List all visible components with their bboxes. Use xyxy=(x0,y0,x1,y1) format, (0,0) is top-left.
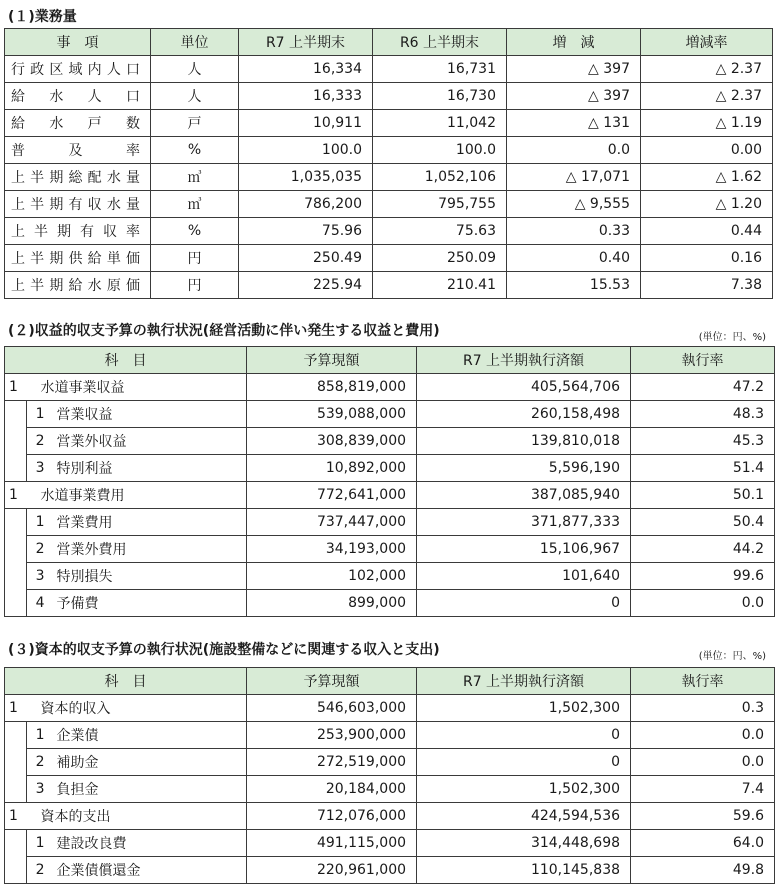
rate-value: 99.6 xyxy=(631,563,775,590)
r7-value: 16,333 xyxy=(239,83,373,110)
rate-value: 0.3 xyxy=(631,695,775,722)
group-row xyxy=(5,482,775,509)
r7-value: 225.94 xyxy=(239,272,373,299)
budget-value: 546,603,000 xyxy=(247,695,417,722)
budget-value: 712,076,000 xyxy=(247,803,417,830)
table-row xyxy=(5,191,773,218)
item-index: 1 xyxy=(27,830,47,857)
diff-value: △ 17,071 xyxy=(507,164,641,191)
rate-value: 47.2 xyxy=(631,374,775,401)
executed-value: 139,810,018 xyxy=(417,428,631,455)
row-label: 給水戸数 xyxy=(5,110,151,137)
revenue-expense-table xyxy=(4,346,775,617)
item-name: 営業外収益 xyxy=(47,428,247,455)
executed-value: 424,594,536 xyxy=(417,803,631,830)
item-row xyxy=(5,722,775,749)
table-row xyxy=(5,56,773,83)
item-row xyxy=(5,401,775,428)
budget-value: 308,839,000 xyxy=(247,428,417,455)
diff-value: △ 397 xyxy=(507,56,641,83)
r6-value: 75.63 xyxy=(373,218,507,245)
budget-value: 899,000 xyxy=(247,590,417,617)
rate-value: 48.3 xyxy=(631,401,775,428)
column-header: 増減率 xyxy=(641,29,773,56)
diff-value: △ 131 xyxy=(507,110,641,137)
table-row xyxy=(5,164,773,191)
item-row xyxy=(5,563,775,590)
workload-table xyxy=(4,28,773,299)
budget-value: 102,000 xyxy=(247,563,417,590)
item-index: 4 xyxy=(27,590,47,617)
indent-cell xyxy=(5,536,27,563)
budget-value: 539,088,000 xyxy=(247,401,417,428)
executed-value: 0 xyxy=(417,590,631,617)
r6-value: 795,755 xyxy=(373,191,507,218)
column-header: 予算現額 xyxy=(247,668,417,695)
executed-value: 15,106,967 xyxy=(417,536,631,563)
executed-value: 371,877,333 xyxy=(417,509,631,536)
r7-value: 16,334 xyxy=(239,56,373,83)
table-row xyxy=(5,245,773,272)
r7-value: 10,911 xyxy=(239,110,373,137)
group-name: 資本的支出 xyxy=(27,803,247,830)
rate-value: 51.4 xyxy=(631,455,775,482)
capital-budget-table xyxy=(4,667,775,884)
indent-cell xyxy=(5,776,27,803)
r6-value: 11,042 xyxy=(373,110,507,137)
row-label: 行政区域内人口 xyxy=(5,56,151,83)
executed-value: 101,640 xyxy=(417,563,631,590)
r7-value: 250.49 xyxy=(239,245,373,272)
unit-cell: 円 xyxy=(151,245,239,272)
indent-cell xyxy=(5,455,27,482)
table-row xyxy=(5,218,773,245)
rate-value: △ 1.19 xyxy=(641,110,773,137)
budget-value: 772,641,000 xyxy=(247,482,417,509)
section3-unit-note: (単位：円、%) xyxy=(698,651,766,662)
budget-value: 858,819,000 xyxy=(247,374,417,401)
header-row xyxy=(5,668,775,695)
column-header: R6 上半期末 xyxy=(373,29,507,56)
executed-value: 5,596,190 xyxy=(417,455,631,482)
item-index: 2 xyxy=(27,857,47,884)
section2-title: (２)収益的収支予算の執行状況(経営活動に伴い発生する収益と費用) xyxy=(8,323,440,339)
indent-cell xyxy=(5,749,27,776)
column-header: R7 上半期末 xyxy=(239,29,373,56)
item-index: 1 xyxy=(27,401,47,428)
rate-value: 45.3 xyxy=(631,428,775,455)
column-header: 事 項 xyxy=(5,29,151,56)
column-header: R7 上半期執行済額 xyxy=(417,347,631,374)
item-row xyxy=(5,776,775,803)
indent-cell xyxy=(5,563,27,590)
table-row xyxy=(5,110,773,137)
rate-value: 59.6 xyxy=(631,803,775,830)
column-header: 科 目 xyxy=(5,668,247,695)
item-index: 3 xyxy=(27,563,47,590)
column-header: 増 減 xyxy=(507,29,641,56)
section2-unit-note: (単位：円、%) xyxy=(698,332,766,343)
item-name: 特別利益 xyxy=(47,455,247,482)
rate-value: 0.0 xyxy=(631,749,775,776)
indent-cell xyxy=(5,830,27,857)
row-label: 上半期総配水量 xyxy=(5,164,151,191)
group-name: 水道事業収益 xyxy=(27,374,247,401)
group-name: 水道事業費用 xyxy=(27,482,247,509)
budget-value: 272,519,000 xyxy=(247,749,417,776)
executed-value: 1,502,300 xyxy=(417,695,631,722)
table-row xyxy=(5,272,773,299)
diff-value: 15.53 xyxy=(507,272,641,299)
column-header: 執行率 xyxy=(631,668,775,695)
r6-value: 250.09 xyxy=(373,245,507,272)
budget-value: 10,892,000 xyxy=(247,455,417,482)
unit-cell: ㎥ xyxy=(151,191,239,218)
executed-value: 260,158,498 xyxy=(417,401,631,428)
item-index: 1 xyxy=(27,722,47,749)
rate-value: △ 1.20 xyxy=(641,191,773,218)
item-row xyxy=(5,536,775,563)
rate-value: 44.2 xyxy=(631,536,775,563)
item-name: 建設改良費 xyxy=(47,830,247,857)
budget-value: 737,447,000 xyxy=(247,509,417,536)
group-row xyxy=(5,695,775,722)
indent-cell xyxy=(5,722,27,749)
item-name: 負担金 xyxy=(47,776,247,803)
group-index: 1 xyxy=(5,482,27,509)
rate-value: 0.00 xyxy=(641,137,773,164)
budget-value: 220,961,000 xyxy=(247,857,417,884)
rate-value: 7.4 xyxy=(631,776,775,803)
diff-value: 0.33 xyxy=(507,218,641,245)
r7-value: 1,035,035 xyxy=(239,164,373,191)
r6-value: 1,052,106 xyxy=(373,164,507,191)
group-index: 1 xyxy=(5,695,27,722)
rate-value: 49.8 xyxy=(631,857,775,884)
budget-value: 20,184,000 xyxy=(247,776,417,803)
item-index: 1 xyxy=(27,509,47,536)
budget-value: 34,193,000 xyxy=(247,536,417,563)
r6-value: 16,730 xyxy=(373,83,507,110)
rate-value: 0.0 xyxy=(631,722,775,749)
rate-value: 50.4 xyxy=(631,509,775,536)
item-row xyxy=(5,455,775,482)
item-name: 営業収益 xyxy=(47,401,247,428)
unit-cell: ㎥ xyxy=(151,164,239,191)
row-label: 普及率 xyxy=(5,137,151,164)
item-row xyxy=(5,509,775,536)
indent-cell xyxy=(5,857,27,884)
executed-value: 1,502,300 xyxy=(417,776,631,803)
r6-value: 100.0 xyxy=(373,137,507,164)
table-row xyxy=(5,137,773,164)
executed-value: 405,564,706 xyxy=(417,374,631,401)
rate-value: 0.0 xyxy=(631,590,775,617)
row-label: 上半期有収水量 xyxy=(5,191,151,218)
rate-value: 50.1 xyxy=(631,482,775,509)
item-row xyxy=(5,428,775,455)
column-header: 執行率 xyxy=(631,347,775,374)
rate-value: 64.0 xyxy=(631,830,775,857)
item-index: 3 xyxy=(27,776,47,803)
executed-value: 314,448,698 xyxy=(417,830,631,857)
item-index: 2 xyxy=(27,749,47,776)
item-row xyxy=(5,749,775,776)
item-name: 補助金 xyxy=(47,749,247,776)
item-name: 予備費 xyxy=(47,590,247,617)
rate-value: 0.16 xyxy=(641,245,773,272)
unit-cell: 戸 xyxy=(151,110,239,137)
item-name: 営業費用 xyxy=(47,509,247,536)
rate-value: △ 1.62 xyxy=(641,164,773,191)
r7-value: 100.0 xyxy=(239,137,373,164)
diff-value: △ 9,555 xyxy=(507,191,641,218)
indent-cell xyxy=(5,590,27,617)
column-header: 予算現額 xyxy=(247,347,417,374)
row-label: 上半期給水原価 xyxy=(5,272,151,299)
unit-cell: 人 xyxy=(151,56,239,83)
unit-cell: 円 xyxy=(151,272,239,299)
r6-value: 210.41 xyxy=(373,272,507,299)
item-row xyxy=(5,830,775,857)
column-header: 単位 xyxy=(151,29,239,56)
rate-value: 0.44 xyxy=(641,218,773,245)
budget-value: 253,900,000 xyxy=(247,722,417,749)
executed-value: 387,085,940 xyxy=(417,482,631,509)
group-name: 資本的収入 xyxy=(27,695,247,722)
section1-title: (１)業務量 xyxy=(8,9,77,25)
item-row xyxy=(5,857,775,884)
indent-cell xyxy=(5,509,27,536)
unit-cell: 人 xyxy=(151,83,239,110)
unit-cell: % xyxy=(151,218,239,245)
diff-value: △ 397 xyxy=(507,83,641,110)
item-name: 特別損失 xyxy=(47,563,247,590)
header-row xyxy=(5,29,773,56)
r6-value: 16,731 xyxy=(373,56,507,83)
item-index: 2 xyxy=(27,428,47,455)
header-row xyxy=(5,347,775,374)
diff-value: 0.40 xyxy=(507,245,641,272)
executed-value: 0 xyxy=(417,749,631,776)
executed-value: 110,145,838 xyxy=(417,857,631,884)
row-label: 上半期有収率 xyxy=(5,218,151,245)
diff-value: 0.0 xyxy=(507,137,641,164)
column-header: 科 目 xyxy=(5,347,247,374)
group-index: 1 xyxy=(5,803,27,830)
item-name: 企業債 xyxy=(47,722,247,749)
unit-cell: % xyxy=(151,137,239,164)
table-row xyxy=(5,83,773,110)
item-index: 3 xyxy=(27,455,47,482)
item-index: 2 xyxy=(27,536,47,563)
row-label: 上半期供給単価 xyxy=(5,245,151,272)
item-name: 営業外費用 xyxy=(47,536,247,563)
executed-value: 0 xyxy=(417,722,631,749)
r7-value: 75.96 xyxy=(239,218,373,245)
group-row xyxy=(5,374,775,401)
rate-value: △ 2.37 xyxy=(641,83,773,110)
section3-title: (３)資本的収支予算の執行状況(施設整備などに関連する収入と支出) xyxy=(8,642,440,658)
budget-value: 491,115,000 xyxy=(247,830,417,857)
group-row xyxy=(5,803,775,830)
column-header: R7 上半期執行済額 xyxy=(417,668,631,695)
r7-value: 786,200 xyxy=(239,191,373,218)
rate-value: 7.38 xyxy=(641,272,773,299)
group-index: 1 xyxy=(5,374,27,401)
rate-value: △ 2.37 xyxy=(641,56,773,83)
item-row xyxy=(5,590,775,617)
item-name: 企業債償還金 xyxy=(47,857,247,884)
indent-cell xyxy=(5,401,27,428)
indent-cell xyxy=(5,428,27,455)
row-label: 給水人口 xyxy=(5,83,151,110)
